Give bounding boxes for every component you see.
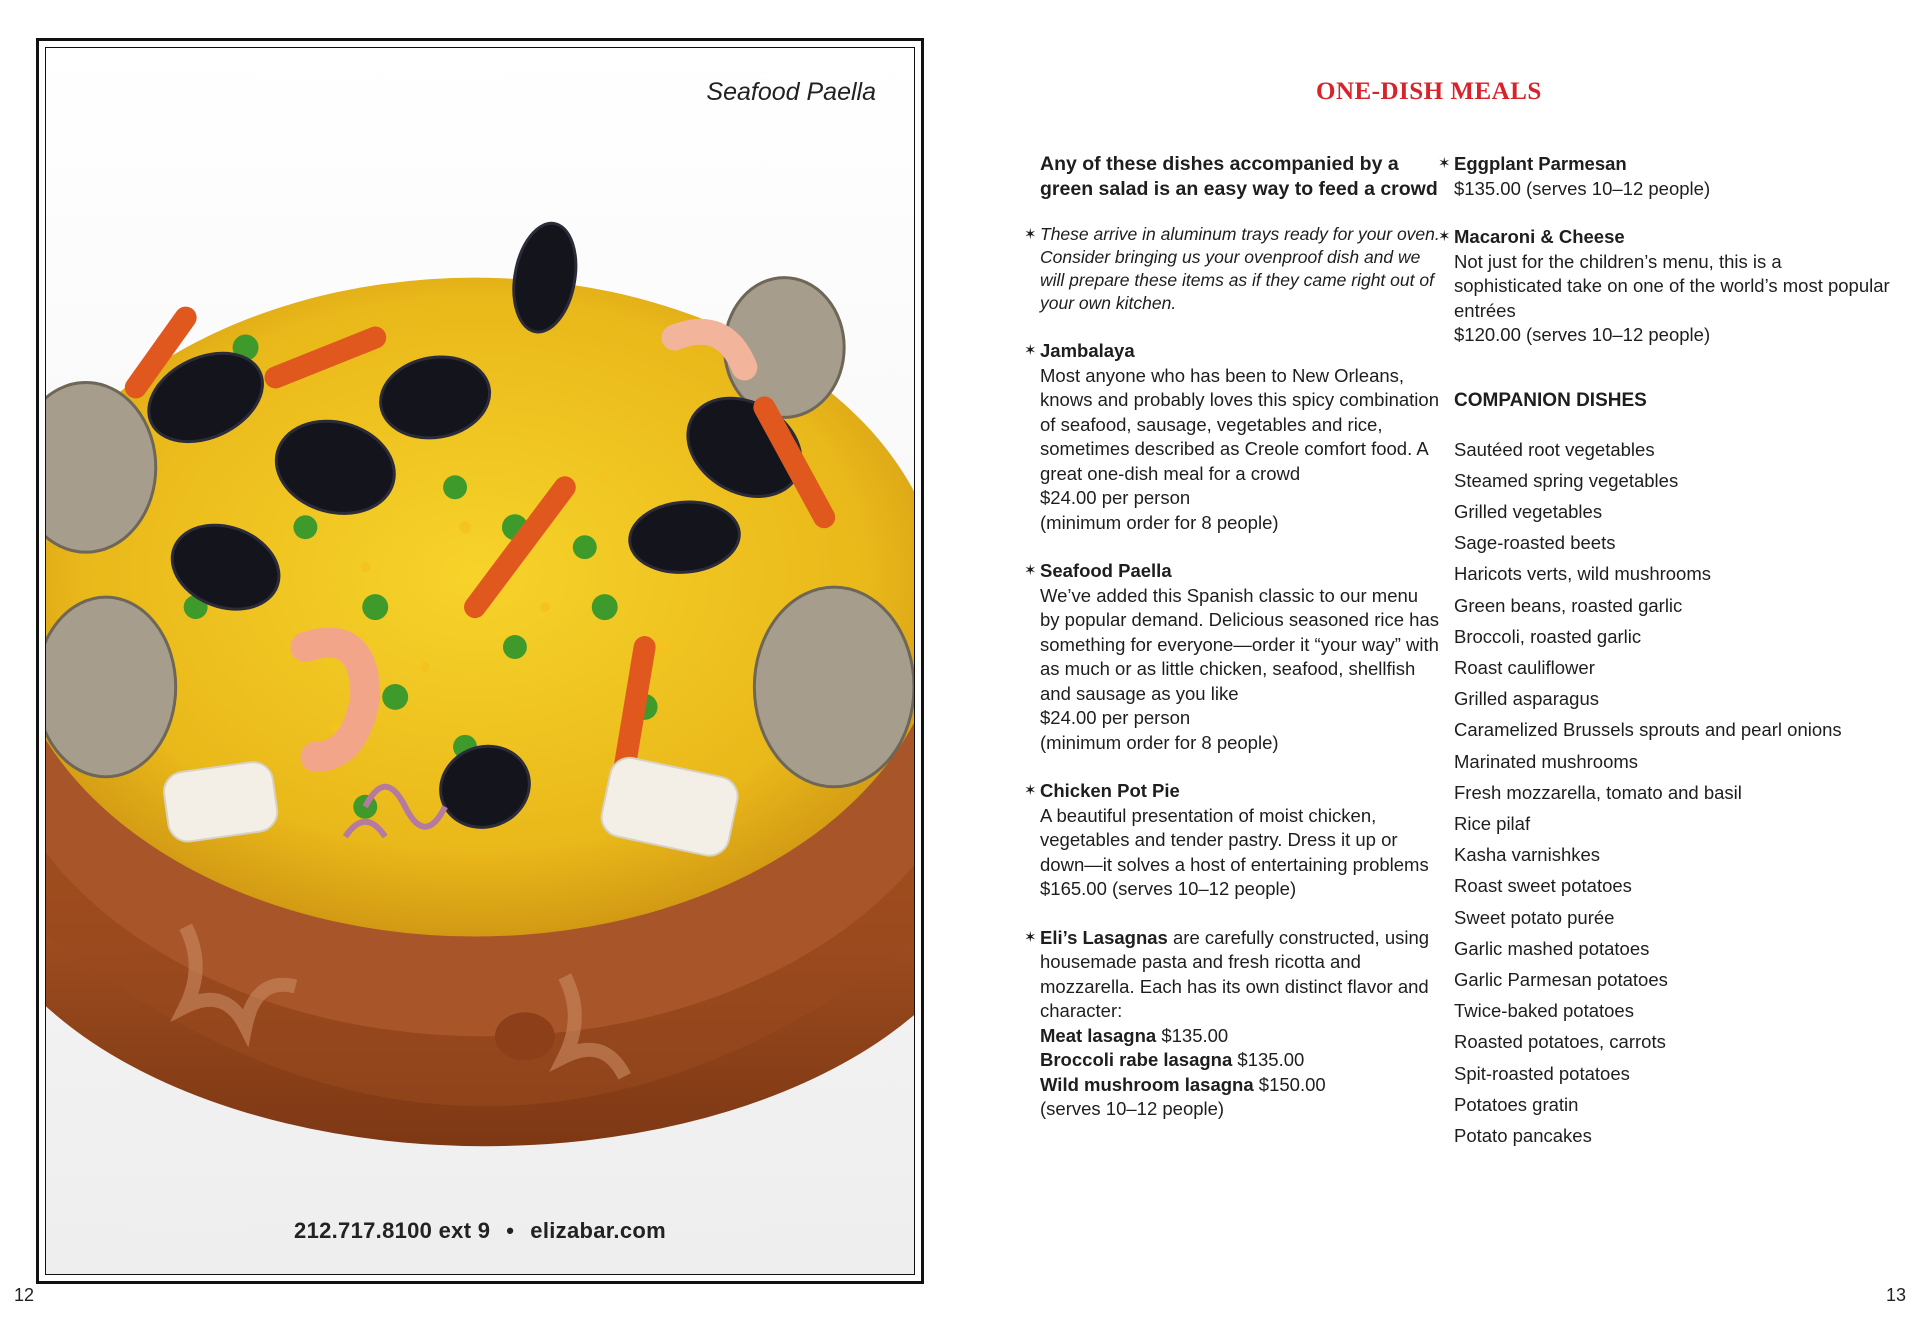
list-item: Steamed spring vegetables <box>1454 469 1679 491</box>
list-item: Grilled asparagus <box>1454 688 1599 710</box>
photo-caption: Seafood Paella <box>706 78 876 106</box>
star-icon: ✶ <box>1024 928 1037 946</box>
list-item: Sweet potato purée <box>1454 906 1615 928</box>
variant-name: Meat lasagna <box>1040 1024 1157 1046</box>
photo-frame <box>36 38 924 1284</box>
list-item: Broccoli, roasted garlic <box>1454 625 1642 647</box>
star-icon: ✶ <box>1438 155 1451 172</box>
item-description-text: are carefully constructed, using housemade pasta and fresh ricotta and mozzarella. Each has its own distinct flavor and character: <box>1040 926 1430 1021</box>
variant-price: $135.00 <box>1232 1049 1305 1070</box>
page-number-left: 12 <box>14 1285 35 1305</box>
list-item: Sage-roasted beets <box>1454 532 1616 554</box>
item-price: $120.00 (serves 10–12 people) <box>1454 324 1711 345</box>
star-icon: ✶ <box>1024 342 1037 359</box>
item-note: (serves 10–12 people) <box>1040 1098 1225 1119</box>
list-item: Potato pancakes <box>1454 1124 1592 1146</box>
menu-column-left <box>1024 152 1440 1146</box>
menu-item-seafood-paella <box>1024 559 1440 755</box>
variant-price: $135.00 <box>1156 1024 1229 1046</box>
variant-name: Broccoli rabe lasagna <box>1040 1049 1233 1070</box>
lasagna-variant <box>1040 1048 1440 1073</box>
companion-dishes-heading: COMPANION DISHES <box>1454 389 1647 411</box>
paella-illustration <box>46 48 914 1274</box>
list-item: Roasted potatoes, carrots <box>1454 1031 1666 1053</box>
menu-item-chicken-pot-pie <box>1024 779 1440 902</box>
item-description: Not just for the children’s menu, this is a sophisticated take on one of the world’s most popular entrées <box>1454 250 1890 321</box>
intro-text: Any of these dishes accompanied by a green salad is an easy way to feed a crowd <box>1040 153 1438 200</box>
item-description: A beautiful presentation of moist chicken, vegetables and tender pastry. Dress it up or down—it solves a host of entertaining problems <box>1040 804 1429 875</box>
item-name: Eli’s Lasagnas <box>1040 926 1168 948</box>
star-icon: ✶ <box>1024 782 1037 799</box>
list-item: Roast cauliflower <box>1454 656 1595 678</box>
item-note: (minimum order for 8 people) <box>1040 511 1279 533</box>
menu-item-eggplant-parmesan <box>1438 152 1894 201</box>
menu-item-lasagnas <box>1024 926 1440 1122</box>
item-description <box>1040 926 1440 1024</box>
list-item: Twice-baked potatoes <box>1454 1000 1634 1022</box>
contact-line <box>46 1218 914 1244</box>
phone-number[interactable]: 212.717.8100 ext 9 <box>294 1218 491 1243</box>
lasagna-variant <box>1040 1024 1440 1049</box>
menu-item-jambalaya <box>1024 339 1440 535</box>
item-name: Chicken Pot Pie <box>1040 780 1180 801</box>
list-item: Roast sweet potatoes <box>1454 875 1632 897</box>
list-item: Spit-roasted potatoes <box>1454 1062 1630 1084</box>
list-item: Sautéed root vegetables <box>1454 438 1655 460</box>
list-item: Caramelized Brussels sprouts and pearl onions <box>1454 719 1842 741</box>
companion-dishes-list <box>1454 434 1894 1152</box>
star-icon: ✶ <box>1438 228 1451 245</box>
variant-price: $150.00 <box>1253 1073 1326 1095</box>
lasagna-variant <box>1040 1073 1440 1098</box>
website-link[interactable]: elizabar.com <box>530 1218 666 1243</box>
list-item: Fresh mozzarella, tomato and basil <box>1454 781 1742 803</box>
item-price: $135.00 (serves 10–12 people) <box>1454 177 1711 199</box>
variant-name: Wild mushroom lasagna <box>1040 1073 1254 1095</box>
item-name: Eggplant Parmesan <box>1454 153 1627 174</box>
item-price: $24.00 per person <box>1040 707 1191 728</box>
list-item: Rice pilaf <box>1454 812 1531 834</box>
section-title: ONE-DISH MEALS <box>1316 78 1542 105</box>
menu-item-macaroni-cheese <box>1438 225 1894 348</box>
item-description: We’ve added this Spanish classic to our menu by popular demand. Delicious seasoned rice has something for everyone—order it “your way” with as much or as little chicken, seafood, shellfish and sausage as you like <box>1040 584 1440 704</box>
item-name: Macaroni & Cheese <box>1454 226 1625 247</box>
paella-photo <box>45 47 915 1275</box>
star-icon: ✶ <box>1024 562 1037 579</box>
list-item: Garlic mashed potatoes <box>1454 937 1650 959</box>
menu-column-right <box>1438 152 1894 1151</box>
list-item: Kasha varnishkes <box>1454 844 1601 866</box>
star-icon: ✶ <box>1024 226 1037 243</box>
item-note: (minimum order for 8 people) <box>1040 731 1279 753</box>
list-item: Grilled vegetables <box>1454 500 1603 522</box>
item-description: Most anyone who has been to New Orleans, knows and probably loves this spicy combination of seafood, sausage, vegetables and rice, sometimes described as Creole comfort food. A great one-dish meal for a crowd <box>1040 364 1439 484</box>
tray-note <box>1024 223 1440 315</box>
list-item: Marinated mushrooms <box>1454 750 1639 772</box>
item-name: Seafood Paella <box>1040 560 1172 581</box>
list-item: Potatoes gratin <box>1454 1093 1579 1115</box>
tray-note-text: These arrive in aluminum trays ready for your oven. Consider bringing us your ovenproof dish and we will prepare these items as if they came right out of your own kitchen. <box>1040 224 1440 313</box>
page-number-right: 13 <box>1885 1285 1906 1305</box>
item-price: $165.00 (serves 10–12 people) <box>1040 878 1297 899</box>
item-price: $24.00 per person <box>1040 487 1191 508</box>
list-item: Garlic Parmesan potatoes <box>1454 968 1668 990</box>
list-item: Haricots verts, wild mushrooms <box>1454 563 1712 585</box>
separator-bullet: • <box>506 1218 515 1243</box>
item-name: Jambalaya <box>1040 340 1135 361</box>
list-item: Green beans, roasted garlic <box>1454 594 1683 616</box>
